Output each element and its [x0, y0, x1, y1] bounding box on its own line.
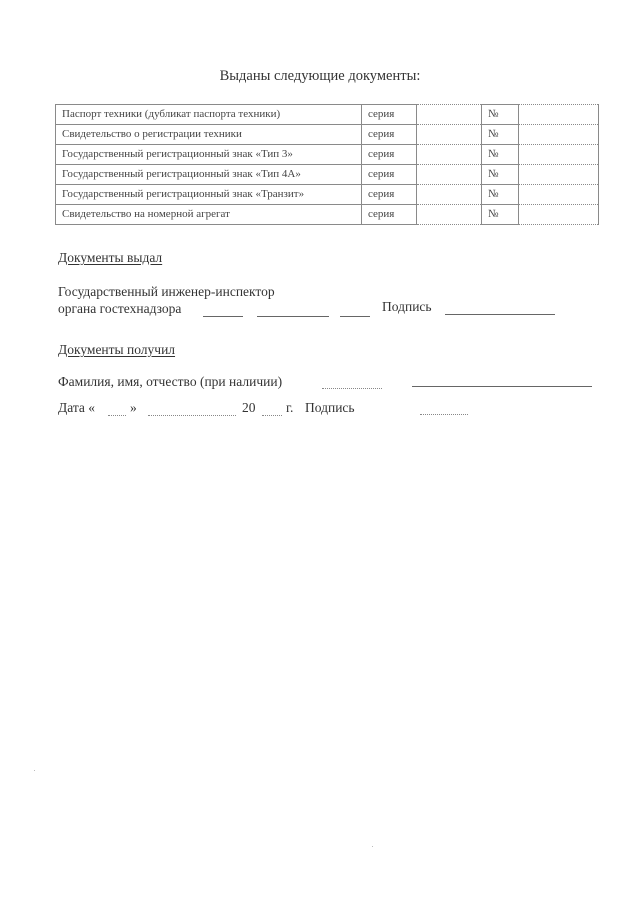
document-name: Государственный регистрационный знак «Тип 4А»	[56, 165, 362, 185]
series-label: серия	[362, 125, 417, 145]
series-value[interactable]	[417, 105, 482, 125]
fio-field-part2[interactable]	[412, 386, 592, 387]
inspector-signature-field[interactable]	[445, 314, 555, 315]
table-row	[56, 125, 599, 145]
received-heading: Документы получил	[58, 342, 176, 357]
receiver-signature-field[interactable]	[420, 414, 468, 415]
issued-heading: Документы выдал	[58, 250, 163, 265]
series-label: серия	[362, 205, 417, 225]
document-name: Паспорт техники (дубликат паспорта техники)	[56, 105, 362, 125]
date-day-field[interactable]	[108, 415, 126, 416]
number-value[interactable]	[519, 165, 599, 185]
series-value[interactable]	[417, 185, 482, 205]
series-value[interactable]	[417, 125, 482, 145]
series-label: серия	[362, 185, 417, 205]
fio-label: Фамилия, имя, отчество (при наличии)	[58, 374, 283, 389]
issued-documents-table	[55, 104, 599, 225]
document-name: Государственный регистрационный знак «Транзит»	[56, 185, 362, 205]
page-title: Выданы следующие документы:	[219, 68, 421, 84]
document-name: Свидетельство на номерной агрегат	[56, 205, 362, 225]
number-value[interactable]	[519, 185, 599, 205]
number-label: №	[482, 165, 519, 185]
inspector-title-line1: Государственный инженер-инспектор	[58, 284, 275, 299]
series-value[interactable]	[417, 145, 482, 165]
number-label: №	[482, 205, 519, 225]
table-row	[56, 105, 599, 125]
date-close-quote: »	[130, 400, 137, 415]
inspector-name-field-part1[interactable]	[203, 316, 243, 317]
date-month-field[interactable]	[148, 415, 236, 416]
number-value[interactable]	[519, 205, 599, 225]
receiver-signature-label: Подпись	[305, 400, 355, 415]
document-name: Государственный регистрационный знак «Тип 3»	[56, 145, 362, 165]
year-field[interactable]	[262, 415, 282, 416]
inspector-name-field-part3[interactable]	[340, 316, 370, 317]
inspector-title-line2: органа гостехнадзора	[58, 301, 182, 316]
table-row	[56, 185, 599, 205]
series-label: серия	[362, 105, 417, 125]
table-row	[56, 165, 599, 185]
fio-field-part1[interactable]	[322, 388, 382, 389]
series-label: серия	[362, 165, 417, 185]
table-row	[56, 205, 599, 225]
inspector-name-field-part2[interactable]	[257, 316, 329, 317]
year-prefix: 20	[242, 400, 256, 415]
series-label: серия	[362, 145, 417, 165]
number-label: №	[482, 185, 519, 205]
inspector-signature-label: Подпись	[382, 299, 432, 314]
number-value[interactable]	[519, 145, 599, 165]
table-row	[56, 145, 599, 165]
scan-speck	[372, 846, 373, 847]
number-label: №	[482, 105, 519, 125]
year-suffix: г.	[286, 400, 294, 415]
series-value[interactable]	[417, 205, 482, 225]
number-value[interactable]	[519, 105, 599, 125]
number-value[interactable]	[519, 125, 599, 145]
document-name: Свидетельство о регистрации техники	[56, 125, 362, 145]
number-label: №	[482, 125, 519, 145]
series-value[interactable]	[417, 165, 482, 185]
number-label: №	[482, 145, 519, 165]
scan-speck	[34, 770, 35, 771]
date-label: Дата «	[58, 400, 96, 415]
